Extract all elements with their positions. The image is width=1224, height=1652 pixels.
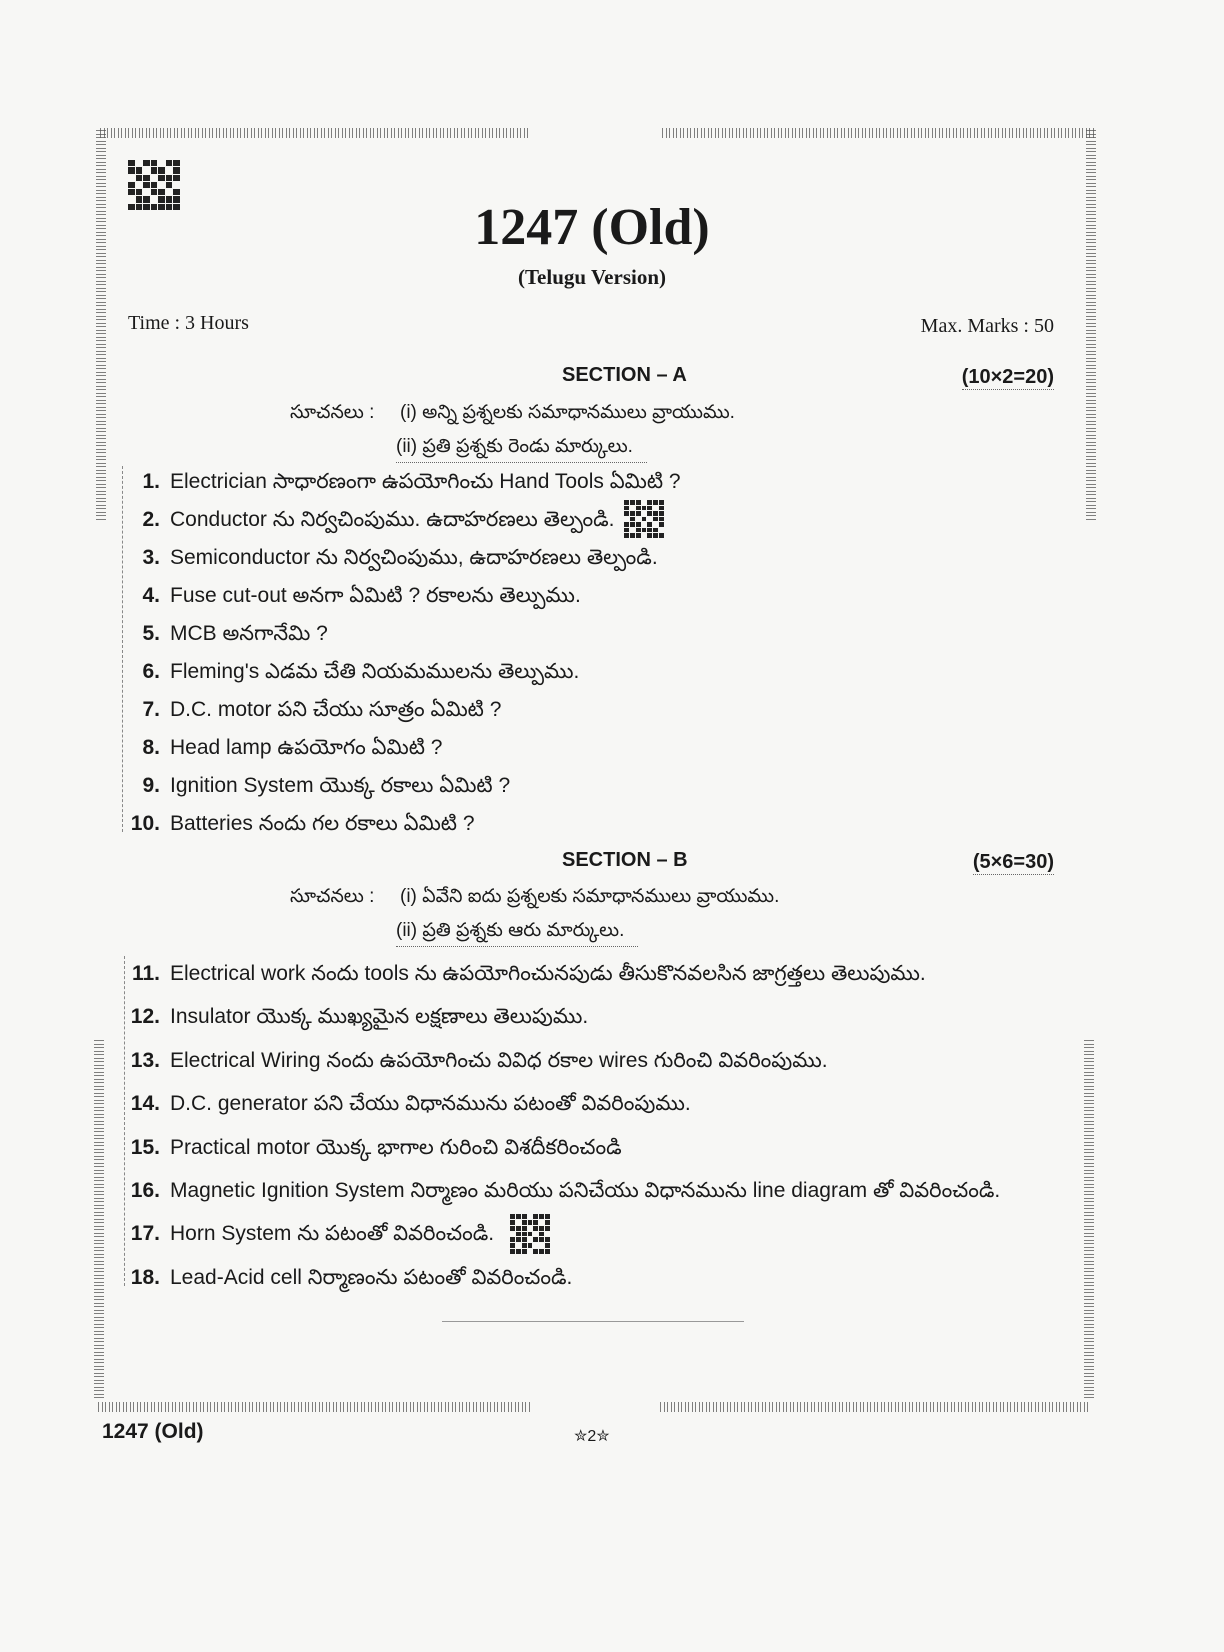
version-label: (Telugu Version) — [517, 265, 666, 289]
qr-code-icon — [624, 500, 664, 538]
question-5: 5. MCB అనగానేమి ? — [142, 622, 328, 645]
left-border-bottom — [94, 1040, 104, 1400]
right-border-top — [1086, 130, 1096, 522]
top-border-left — [100, 128, 530, 138]
exam-code-title: 1247 (Old) — [474, 199, 710, 256]
section-a-instruction-1: (i) అన్ని ప్రశ్నలకు సమాధానములు వ్రాయుము. — [400, 402, 735, 423]
question-18: 18. Lead-Acid cell నిర్మాణంను పటంతో వివరించండి. — [130, 1266, 573, 1289]
question-9: 9. Ignition System యొక్క రకాలు ఏమిటి ? — [142, 774, 511, 797]
question-17: 17. Horn System ను పటంతో వివరించండి. — [130, 1222, 495, 1245]
question-13: 13. Electrical Wiring నందు ఉపయోగించు వివిధ రకాల wires గురించి వివరింపుము. — [130, 1049, 828, 1072]
question-7: 7. D.C. motor పని చేయు సూత్రం ఏమిటి ? — [142, 698, 502, 721]
footer-exam-code: 1247 (Old) — [102, 1420, 204, 1443]
section-b-instructions-label: సూచనలు : — [290, 886, 375, 907]
section-a-marks: (10×2=20) — [961, 366, 1054, 388]
question-11: 11. Electrical work నందు tools ను ఉపయోగించునపుడు తీసుకొనవలసిన జాగ్రత్తలు తెలుపుము. — [131, 962, 926, 985]
question-15: 15. Practical motor యొక్క భాగాల గురించి విశదీకరించండి — [130, 1136, 622, 1159]
question-3: 3. Semiconductor ను నిర్వచింపుము, ఉదాహరణలు తెల్పండి. — [142, 546, 658, 569]
section-a-instruction-2: (ii) ప్రతి ప్రశ్నకు రెండు మార్కులు. — [396, 436, 647, 463]
left-border-top — [96, 130, 106, 522]
question-4: 4. Fuse cut-out అనగా ఏమిటి ? రకాలను తెల్పుము. — [142, 584, 581, 607]
question-16: 16. Magnetic Ignition System నిర్మాణం మరియు పనిచేయు విధానమును line diagram తో వివరించండి. — [130, 1179, 1001, 1202]
qr-code-icon — [510, 1214, 550, 1254]
section-b-margin-line — [124, 956, 125, 1286]
question-6: 6. Fleming's ఎడమ చేతి నియమములను తెల్పుము. — [142, 660, 580, 683]
question-12: 12. Insulator యొక్క ముఖ్యమైన లక్షణాలు తెలుపుము. — [130, 1005, 589, 1028]
right-border-bottom — [1084, 1040, 1094, 1400]
bottom-border-right — [660, 1402, 1090, 1412]
question-8: 8. Head lamp ఉపయోగం ఏమిటి ? — [142, 736, 443, 759]
section-a-margin-line — [122, 466, 123, 832]
section-b-instruction-1: (i) ఏవేని ఐదు ప్రశ్నలకు సమాధానములు వ్రాయుము. — [400, 886, 780, 907]
max-marks-label: Max. Marks : 50 — [920, 315, 1054, 337]
question-14: 14. D.C. generator పని చేయు విధానమును పటంతో వివరింపుము. — [130, 1092, 691, 1115]
section-b-marks: (5×6=30) — [972, 851, 1054, 873]
section-b-instruction-2: (ii) ప్రతి ప్రశ్నకు ఆరు మార్కులు. — [396, 920, 638, 947]
question-2: 2. Conductor ను నిర్వచింపుము. ఉదాహరణలు తెల్పండి. — [142, 508, 615, 531]
section-b-title: SECTION – B — [562, 849, 688, 871]
question-1: 1. Electrician సాధారణంగా ఉపయోగించు Hand Tools ఏమిటి ? — [142, 470, 681, 493]
page-number: ✮2✮ — [574, 1428, 610, 1445]
section-a-instructions-label: సూచనలు : — [290, 402, 375, 423]
time-label: Time : 3 Hours — [128, 312, 249, 334]
section-a-title: SECTION – A — [562, 364, 687, 386]
question-10: 10. Batteries నందు గల రకాలు ఏమిటి ? — [130, 812, 475, 835]
end-divider — [442, 1321, 744, 1322]
top-border-right — [662, 128, 1094, 138]
bottom-border-left — [98, 1402, 530, 1412]
